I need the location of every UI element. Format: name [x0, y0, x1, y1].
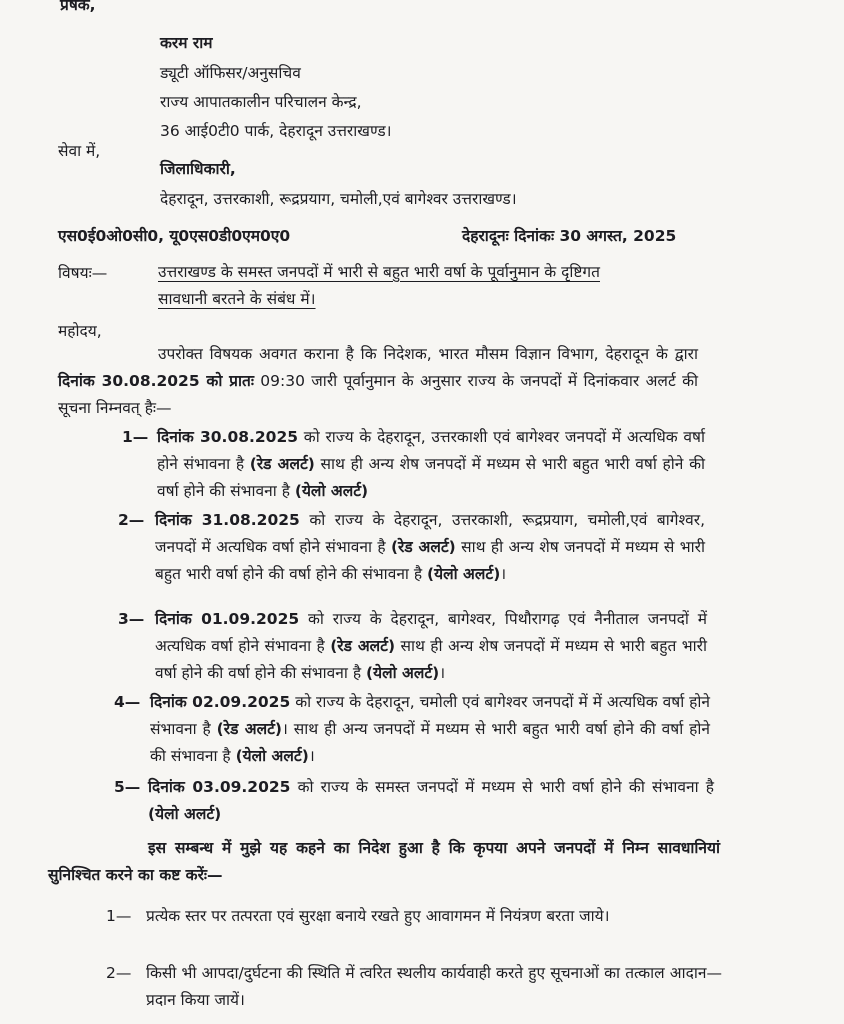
intro-paragraph [58, 341, 698, 422]
alert-number: 2— [118, 511, 145, 529]
alert-item [148, 774, 714, 828]
from-label: प्रषक, [60, 0, 96, 14]
recipient-title: जिलाधिकारी, [160, 160, 236, 178]
yellow-alert-label: (येलो अलर्ट) [294, 482, 369, 500]
sender-office: राज्य आपातकालीन परिचालन केन्द्र, [160, 93, 362, 111]
alert-item [155, 606, 707, 687]
alert-number: 3— [118, 610, 145, 628]
alert-date: दिनांक 03.09.2025 [148, 778, 291, 796]
intro-trail: 09:30 जारी पूर्वानुमान के अनुसार राज्य के जनपदों में दिनांकवार अलर्ट की सूचना निम्नवत् हैः— [58, 372, 699, 417]
intro-lead: उपरोक्त विषयक अवगत कराना है कि निदेशक, भारत मौसम विज्ञान विभाग, देहरादून के द्वारा [158, 345, 698, 363]
alert-item [150, 689, 710, 770]
alert-text-continued: साथ ही अन्य शेष जनपदों में मध्यम से भारी बहुत भारी वर्षा होने की वर्षा होने की संभावना है [157, 455, 705, 500]
sender-name: करम राम [160, 34, 213, 52]
red-alert-label: (रेड अलर्ट) [216, 720, 283, 738]
letter-date: देहरादूनः दिनांकः 30 अगस्त, 2025 [462, 227, 677, 245]
alert-date: दिनांक 31.08.2025 [155, 511, 300, 529]
alert-end: । [500, 565, 507, 583]
alert-text: को राज्य के देहरादून, उत्तरकाशी, रूद्रप्रयाग, चमोली,एवं बागेश्वर, जनपदों में अत्यधिक वर्षा होने संभावना है [155, 511, 706, 556]
sender-designation: ड्यूटी ऑफिसर/अनुसचिव [160, 64, 301, 82]
alert-date: दिनांक 01.09.2025 [155, 610, 300, 628]
alert-text: को राज्य के देहरादून, उत्तरकाशी एवं बागेश्वर जनपदों में अत्यधिक वर्षा होने संभावना है [157, 428, 705, 473]
yellow-alert-label: (येलो अलर्ट) [366, 664, 440, 682]
yellow-alert-label: (येलो अलर्ट) [148, 805, 222, 823]
subject-line-1: उत्तराखण्ड के समस्त जनपदों में भारी से बहुत भारी वर्षा के पूर्वानुमान के दृष्टिगत [158, 263, 600, 281]
alert-number: 1— [122, 428, 149, 446]
alert-number: 4— [114, 693, 141, 711]
red-alert-label: (रेड अलर्ट) [330, 637, 396, 655]
alert-date: दिनांक 02.09.2025 [150, 693, 291, 711]
to-label: सेवा में, [58, 142, 101, 160]
precaution-number: 2— [106, 964, 132, 982]
recipient-districts: देहरादून, उत्तरकाशी, रूद्रप्रयाग, चमोली,एवं बागेश्वर उत्तराखण्ड। [160, 190, 517, 208]
alert-item [157, 424, 705, 505]
alert-date: दिनांक 30.08.2025 [157, 428, 299, 446]
alert-text-continued: साथ ही अन्य शेष जनपदों में मध्यम से भारी बहुत भारी वर्षा होने की वर्षा होने की संभावना है [155, 538, 705, 583]
alert-text-continued: । साथ ही अन्य जनपदों में मध्यम से भारी बहुत भारी वर्षा होने की वर्षा होने की संभावना है [150, 720, 710, 765]
precaution-item: किसी भी आपदा/दुर्घटना की स्थिति में त्वरित स्थलीय कार्यवाही करते हुए सूचनाओं का तत्काल आदान—प्रदान किया जायें। [146, 964, 722, 1009]
red-alert-label: (रेड अलर्ट) [390, 538, 456, 556]
sender-address: 36 आई0टी0 पार्क, देहरादून उत्तराखण्ड। [160, 122, 392, 140]
reference-number: एस0ई0ओ0सी0, यू0एस0डी0एम0ए0 [58, 227, 291, 245]
subject-line-2: सावधानी बरतने के संबंध में। [158, 290, 316, 308]
alert-text: को राज्य के समस्त जनपदों में मध्यम से भारी वर्षा होने की संभावना है [290, 778, 715, 796]
intro-bold-date: दिनांक 30.08.2025 को प्रातः [58, 372, 254, 390]
alert-text-continued: साथ ही अन्य शेष जनपदों में मध्यम से भारी बहुत भारी वर्षा होने की वर्षा होने की संभावना है [155, 637, 707, 682]
red-alert-label: (रेड अलर्ट) [249, 455, 315, 473]
yellow-alert-label: (येलो अलर्ट) [427, 565, 501, 583]
directive-paragraph: इस सम्बन्ध में मुझे यह कहने का निदेश हुआ है कि कृपया अपने जनपदों में निम्न सावधानियां सुनिश्चित करने का कष्ट करेंः— [48, 839, 720, 884]
alert-end: । [439, 664, 446, 682]
subject-label: विषयः— [58, 264, 108, 282]
alert-number: 5— [114, 778, 141, 796]
yellow-alert-label: (येलो अलर्ट) [235, 747, 309, 765]
alert-text: को राज्य के देहरादून, बागेश्वर, पिथौरागढ़ एवं नैनीताल जनपदों में अत्यधिक वर्षा होने संभावना है [155, 610, 707, 655]
precaution-number: 1— [106, 907, 132, 925]
alert-item [155, 507, 705, 588]
salutation: महोदय, [58, 322, 102, 340]
alert-end: । [308, 747, 315, 765]
precaution-item: प्रत्येक स्तर पर तत्परता एवं सुरक्षा बनाये रखते हुए आवागमन में नियंत्रण बरता जाये। [146, 907, 610, 925]
alert-text: को राज्य के देहरादून, चमोली एवं बागेश्वर जनपदों में में अत्यधिक वर्षा होने संभावना है [150, 693, 711, 738]
